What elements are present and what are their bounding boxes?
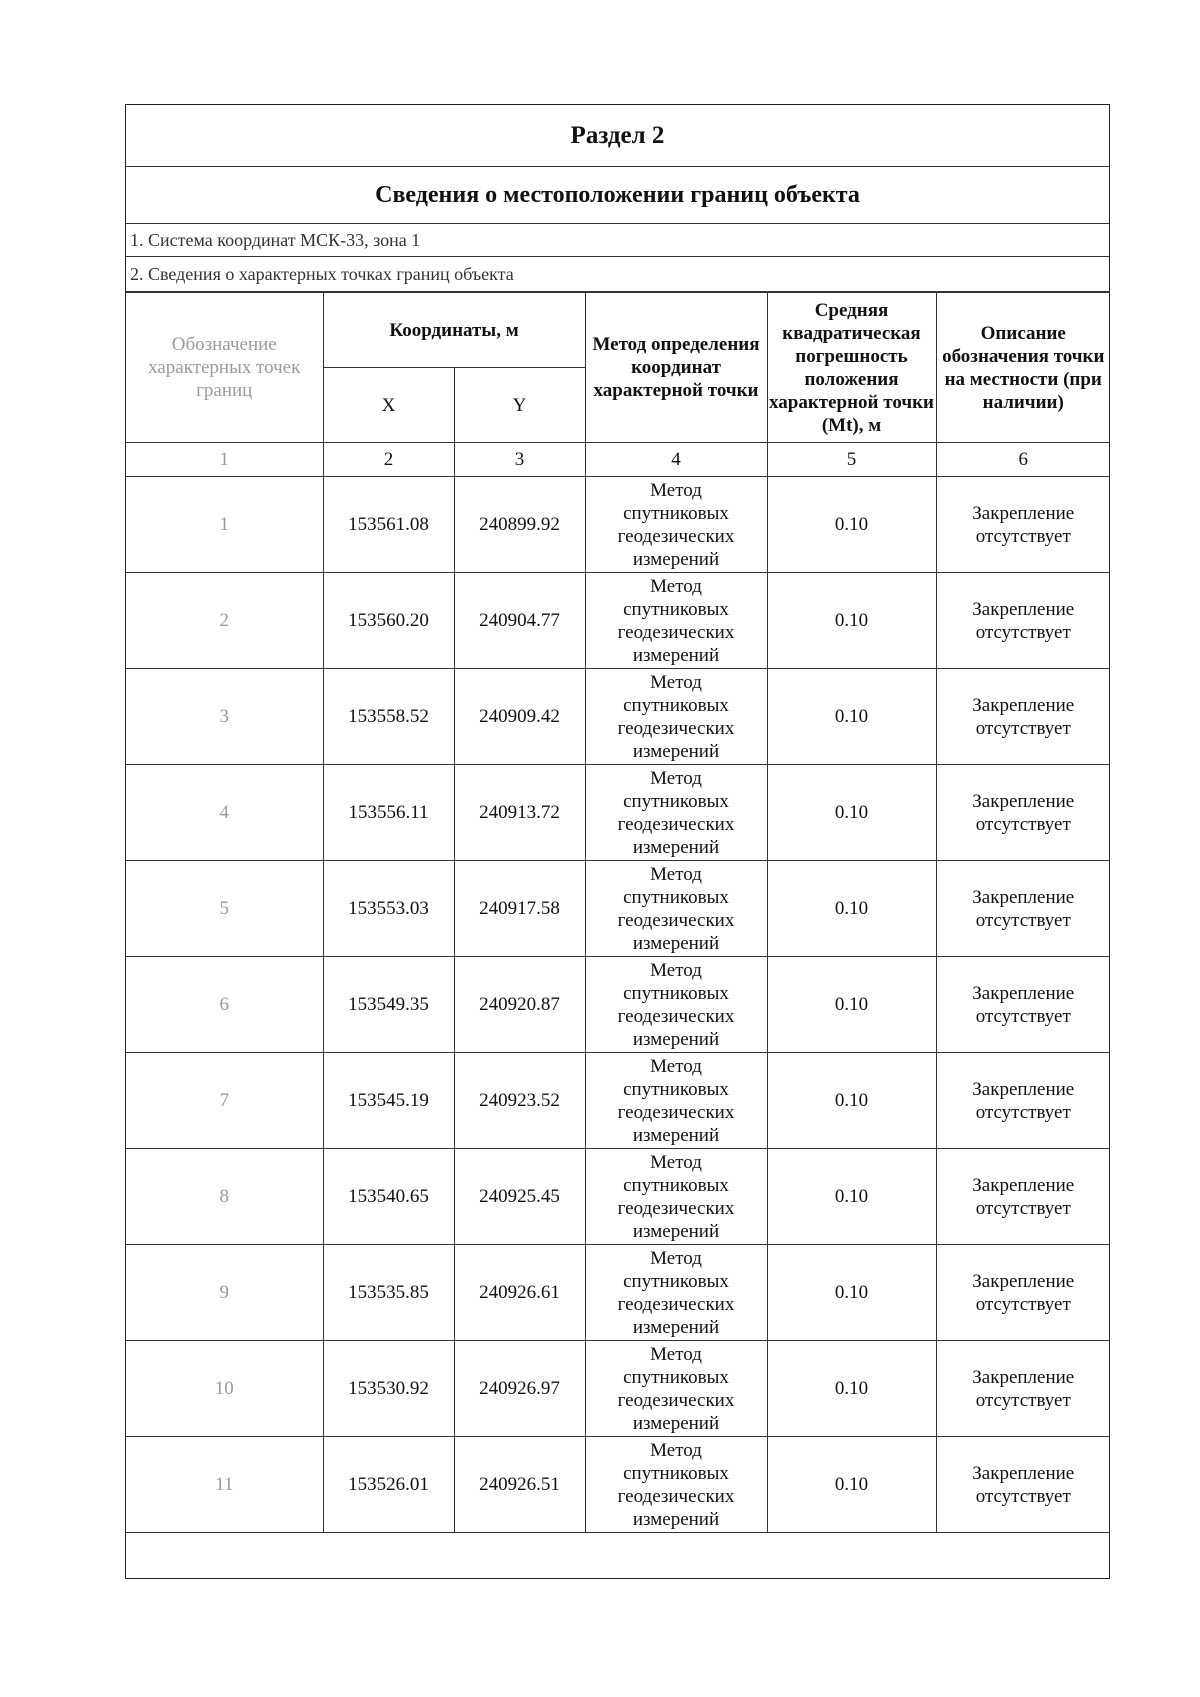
y-coordinate: 240923.52	[454, 1053, 585, 1149]
table-row	[126, 573, 1110, 669]
header-x: X	[323, 368, 454, 443]
y-coordinate: 240926.61	[454, 1245, 585, 1341]
error-cell: 0.10	[767, 1437, 936, 1533]
document-frame	[125, 104, 1110, 1579]
description-cell: Закрепление отсутствует	[936, 573, 1110, 669]
error-cell: 0.10	[767, 573, 936, 669]
description-cell: Закрепление отсутствует	[936, 765, 1110, 861]
error-cell: 0.10	[767, 1341, 936, 1437]
table-row	[126, 669, 1110, 765]
method-cell: Метод спутниковых геодезических измерений	[585, 1437, 767, 1533]
point-id: 3	[126, 669, 323, 765]
table-row	[126, 1245, 1110, 1341]
description-cell: Закрепление отсутствует	[936, 669, 1110, 765]
y-coordinate: 240917.58	[454, 861, 585, 957]
x-coordinate: 153560.20	[323, 573, 454, 669]
method-cell: Метод спутниковых геодезических измерений	[585, 1245, 767, 1341]
error-cell: 0.10	[767, 669, 936, 765]
y-coordinate: 240925.45	[454, 1149, 585, 1245]
x-coordinate: 153526.01	[323, 1437, 454, 1533]
point-id: 7	[126, 1053, 323, 1149]
header-coordinates: Координаты, м	[323, 293, 585, 368]
point-id: 10	[126, 1341, 323, 1437]
column-number: 1	[126, 443, 323, 477]
description-cell: Закрепление отсутствует	[936, 1149, 1110, 1245]
point-id: 9	[126, 1245, 323, 1341]
x-coordinate: 153556.11	[323, 765, 454, 861]
method-cell: Метод спутниковых геодезических измерений	[585, 861, 767, 957]
x-coordinate: 153549.35	[323, 957, 454, 1053]
point-id: 1	[126, 477, 323, 573]
x-coordinate: 153561.08	[323, 477, 454, 573]
x-coordinate: 153553.03	[323, 861, 454, 957]
point-id: 5	[126, 861, 323, 957]
point-id: 11	[126, 1437, 323, 1533]
point-id: 4	[126, 765, 323, 861]
point-id: 6	[126, 957, 323, 1053]
error-cell: 0.10	[767, 1053, 936, 1149]
table-row	[126, 1341, 1110, 1437]
error-cell: 0.10	[767, 861, 936, 957]
y-coordinate: 240904.77	[454, 573, 585, 669]
method-cell: Метод спутниковых геодезических измерений	[585, 957, 767, 1053]
x-coordinate: 153535.85	[323, 1245, 454, 1341]
description-cell: Закрепление отсутствует	[936, 1341, 1110, 1437]
table-row	[126, 1437, 1110, 1533]
description-cell: Закрепление отсутствует	[936, 477, 1110, 573]
y-coordinate: 240920.87	[454, 957, 585, 1053]
table-row	[126, 477, 1110, 573]
x-coordinate: 153540.65	[323, 1149, 454, 1245]
method-cell: Метод спутниковых геодезических измерений	[585, 573, 767, 669]
table-row	[126, 957, 1110, 1053]
error-cell: 0.10	[767, 957, 936, 1053]
error-cell: 0.10	[767, 1149, 936, 1245]
table-row	[126, 861, 1110, 957]
y-coordinate: 240909.42	[454, 669, 585, 765]
table-row	[126, 765, 1110, 861]
error-cell: 0.10	[767, 477, 936, 573]
column-number: 6	[936, 443, 1110, 477]
x-coordinate: 153558.52	[323, 669, 454, 765]
method-cell: Метод спутниковых геодезических измерений	[585, 1053, 767, 1149]
column-number: 2	[323, 443, 454, 477]
description-cell: Закрепление отсутствует	[936, 957, 1110, 1053]
y-coordinate: 240926.51	[454, 1437, 585, 1533]
error-cell: 0.10	[767, 765, 936, 861]
method-cell: Метод спутниковых геодезических измерений	[585, 765, 767, 861]
method-cell: Метод спутниковых геодезических измерений	[585, 1149, 767, 1245]
table-row	[126, 1149, 1110, 1245]
y-coordinate: 240899.92	[454, 477, 585, 573]
section-title: Раздел 2	[126, 105, 1109, 167]
header-description: Описание обозначения точки на местности (при наличии)	[936, 293, 1110, 443]
header-error: Средняя квадратическая погрешность положения характерной точки (Mt), м	[767, 293, 936, 443]
header-method: Метод определения координат характерной точки	[585, 293, 767, 443]
method-cell: Метод спутниковых геодезических измерений	[585, 1341, 767, 1437]
y-coordinate: 240913.72	[454, 765, 585, 861]
footer-blank-row	[126, 1533, 1109, 1579]
column-numbers-row	[126, 443, 1110, 477]
description-cell: Закрепление отсутствует	[936, 861, 1110, 957]
column-number: 4	[585, 443, 767, 477]
description-cell: Закрепление отсутствует	[936, 1245, 1110, 1341]
description-cell: Закрепление отсутствует	[936, 1053, 1110, 1149]
x-coordinate: 153545.19	[323, 1053, 454, 1149]
method-cell: Метод спутниковых геодезических измерений	[585, 669, 767, 765]
point-id: 2	[126, 573, 323, 669]
boundary-points-table	[126, 292, 1110, 1533]
method-cell: Метод спутниковых геодезических измерений	[585, 477, 767, 573]
error-cell: 0.10	[767, 1245, 936, 1341]
points-info-line: 2. Сведения о характерных точках границ объекта	[126, 257, 1109, 292]
header-point-designation: Обозначение характерных точек границ	[126, 293, 323, 443]
description-cell: Закрепление отсутствует	[936, 1437, 1110, 1533]
header-y: Y	[454, 368, 585, 443]
table-row	[126, 1053, 1110, 1149]
document-subtitle: Сведения о местоположении границ объекта	[126, 167, 1109, 224]
coordinate-system-line: 1. Система координат МСК-33, зона 1	[126, 224, 1109, 257]
column-number: 5	[767, 443, 936, 477]
x-coordinate: 153530.92	[323, 1341, 454, 1437]
y-coordinate: 240926.97	[454, 1341, 585, 1437]
point-id: 8	[126, 1149, 323, 1245]
column-number: 3	[454, 443, 585, 477]
